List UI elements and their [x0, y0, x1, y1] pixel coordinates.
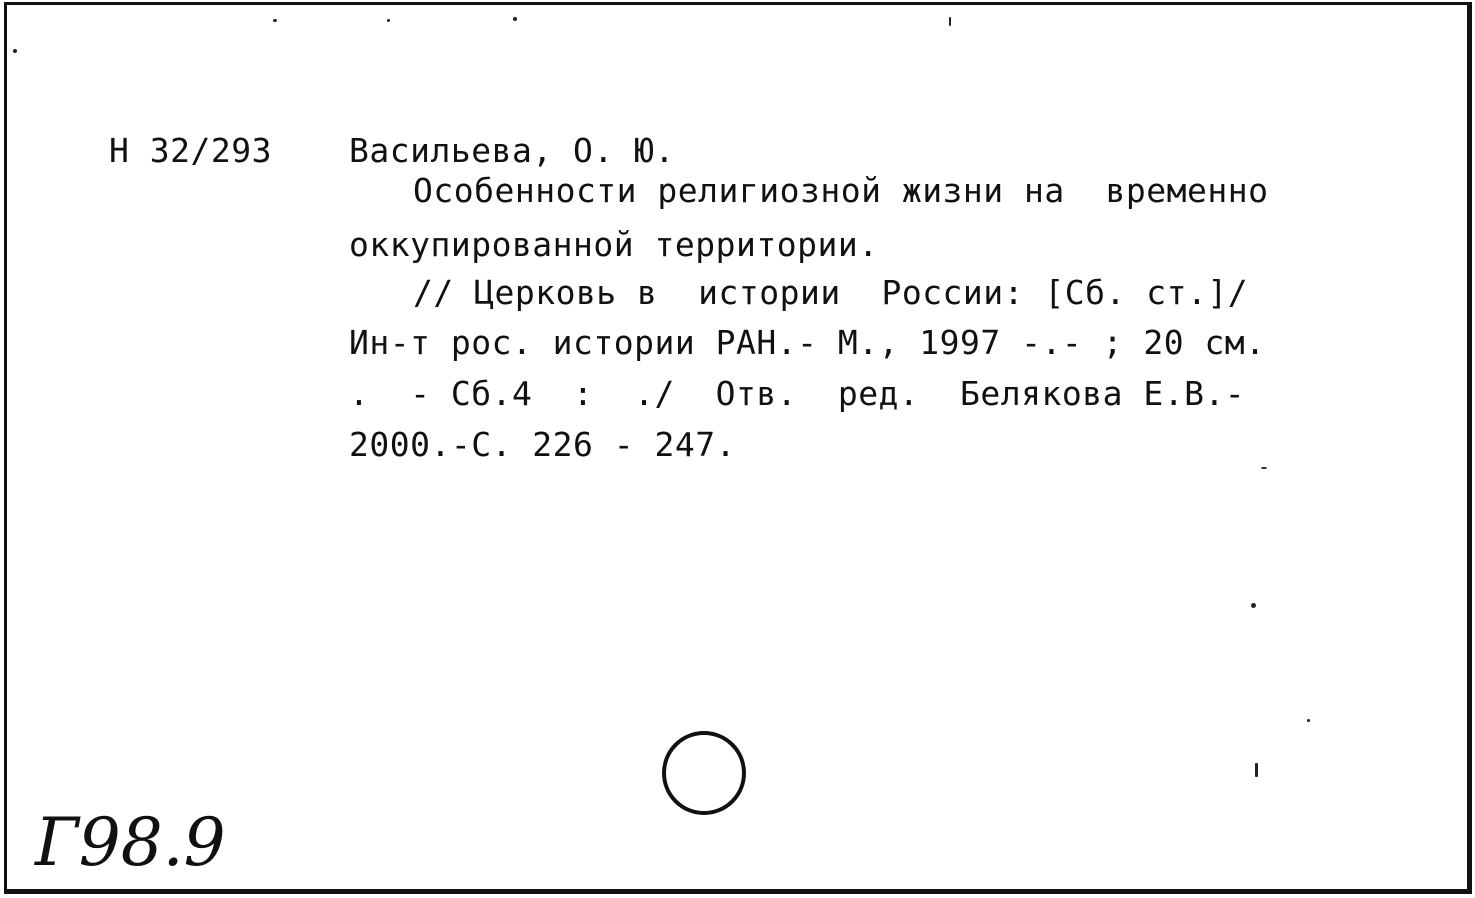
source-line-4: 2000.-С. 226 - 247. [349, 425, 736, 464]
title-line-1: Особенности религиозной жизни на временно [413, 171, 1269, 210]
scan-speck [387, 19, 390, 22]
scan-speck [1255, 763, 1258, 777]
handwritten-mark-text: Г98.9 [35, 804, 226, 881]
source-line-2: Ин-т рос. истории РАН.- М., 1997 -.- ; 20 см. [349, 323, 1266, 362]
scan-speck [13, 49, 17, 53]
source-line-1: // Церковь в истории России: [Сб. ст.]/ [413, 273, 1249, 312]
author-line: Васильева, О. Ю. [349, 131, 675, 170]
punch-hole [662, 731, 746, 815]
catalog-card [4, 2, 1472, 894]
scan-speck [1251, 603, 1256, 608]
source-line-3: . - Сб.4 : ./ Отв. ред. Белякова Е.В.- [349, 374, 1246, 413]
title-line-2: оккупированной территории. [349, 225, 879, 264]
scan-speck [513, 17, 517, 21]
scan-speck [1307, 719, 1310, 722]
call-number: Н 32/293 [109, 131, 272, 170]
scan-speck [949, 17, 951, 26]
handwritten-classification-mark [31, 795, 291, 885]
scan-speck [273, 19, 277, 22]
scan-speck [1261, 467, 1267, 469]
